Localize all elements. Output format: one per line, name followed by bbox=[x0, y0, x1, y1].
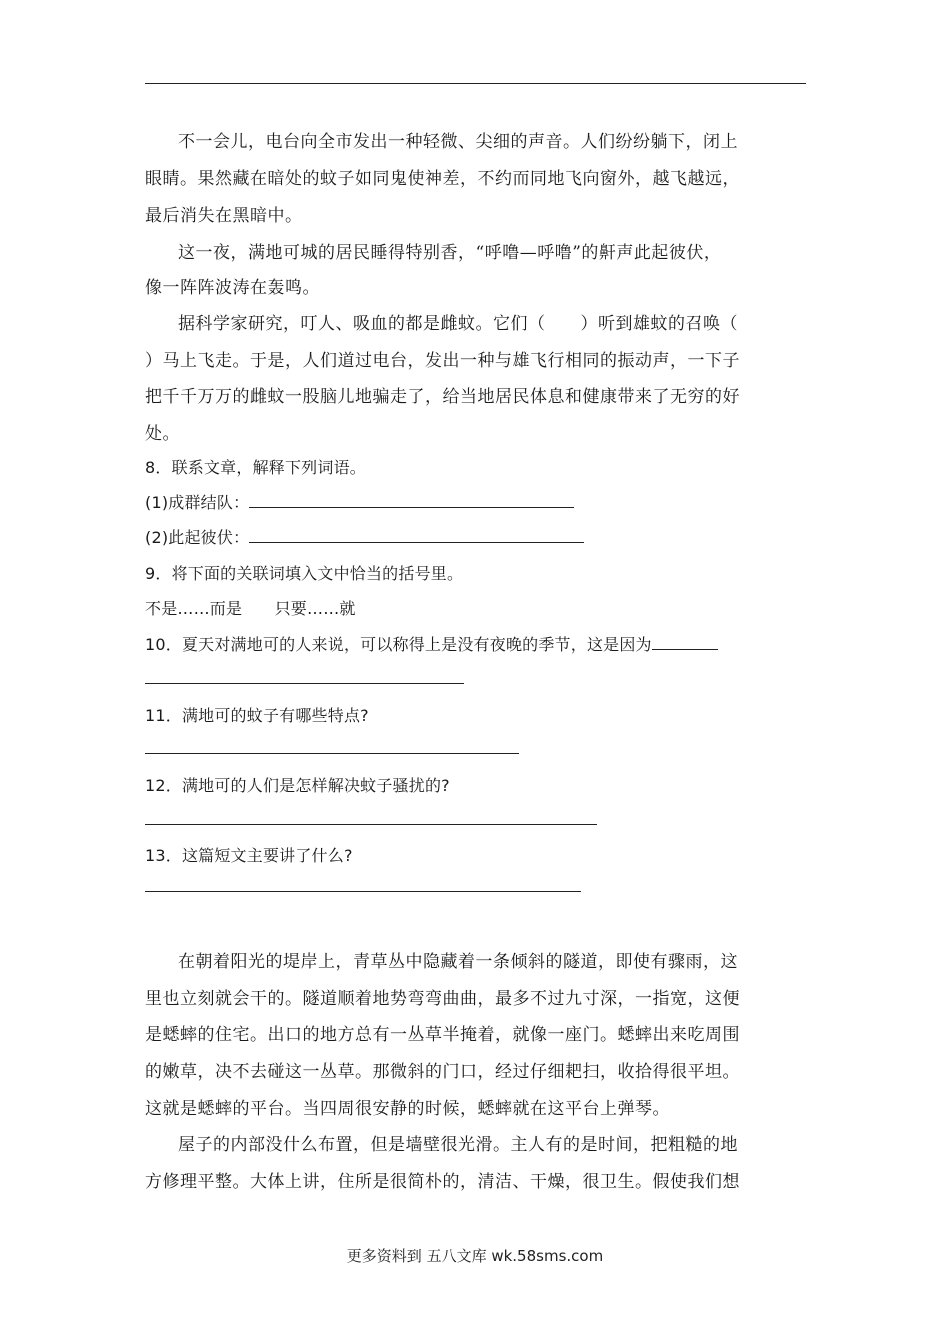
header-rule bbox=[145, 83, 806, 84]
question-12: 12．满地可的人们是怎样解决蚊子骚扰的? bbox=[145, 776, 450, 795]
passage2-line-7: 方修理平整。大体上讲，住所是很简朴的，清洁、干燥，很卫生。假使我们想 bbox=[145, 1172, 740, 1192]
passage2-line-4: 的嫩草，决不去碰这一丛草。那微斜的门口，经过仔细耙扫，收拾得很平坦。 bbox=[145, 1062, 740, 1082]
passage2-line-1: 在朝着阳光的堤岸上，青草丛中隐藏着一条倾斜的隧道，即使有骤雨，这 bbox=[178, 952, 738, 972]
footer-link[interactable]: 更多资料到 五八文库 wk.58sms.com bbox=[346, 1247, 604, 1265]
question-8-2 bbox=[145, 525, 584, 548]
passage2-line-5: 这就是蟋蟀的平台。当四周很安静的时候，蟋蟀就在这平台上弹琴。 bbox=[145, 1099, 670, 1119]
answer-line-11[interactable] bbox=[145, 753, 519, 754]
passage1-line-6: 据科学家研究，叮人、吸血的都是雌蚊。它们（ ）听到雄蚊的召唤（ bbox=[178, 314, 738, 334]
passage1-line-8: 把千千万万的雌蚊一股脑儿地骗走了，给当地居民体息和健康带来了无穷的好 bbox=[145, 387, 740, 407]
passage1-line-9: 处。 bbox=[145, 424, 180, 444]
question-13: 13．这篇短文主要讲了什么? bbox=[145, 846, 353, 865]
question-10 bbox=[145, 632, 718, 655]
question-8-1-label: (1)成群结队： bbox=[145, 493, 250, 512]
passage1-line-4: 这一夜，满地可城的居民睡得特别香，“呼噜—呼噜”的鼾声此起彼伏， bbox=[178, 243, 722, 263]
passage1-line-3: 最后消失在黑暗中。 bbox=[145, 206, 303, 226]
answer-line-12[interactable] bbox=[145, 824, 597, 825]
answer-blank-10-inline[interactable] bbox=[652, 635, 718, 650]
question-8: 8．联系文章，解释下列词语。 bbox=[145, 458, 366, 477]
passage2-line-2: 里也立刻就会干的。隧道顺着地势弯弯曲曲，最多不过九寸深，一指宽，这便 bbox=[145, 989, 740, 1009]
answer-blank-8-2[interactable] bbox=[249, 528, 584, 543]
passage2-line-3: 是蟋蟀的住宅。出口的地方总有一丛草半掩着，就像一座门。蟋蟀出来吃周围 bbox=[145, 1025, 740, 1045]
answer-line-13[interactable] bbox=[145, 891, 581, 892]
question-9: 9．将下面的关联词填入文中恰当的括号里。 bbox=[145, 564, 464, 583]
answer-line-10[interactable] bbox=[145, 683, 464, 684]
question-9-options: 不是……而是 只要……就 bbox=[145, 599, 356, 618]
question-8-1 bbox=[145, 490, 574, 513]
passage1-line-1: 不一会儿，电台向全市发出一种轻微、尖细的声音。人们纷纷躺下，闭上 bbox=[178, 132, 738, 152]
question-8-2-label: (2)此起彼伏： bbox=[145, 528, 250, 547]
question-11: 11．满地可的蚊子有哪些特点? bbox=[145, 706, 369, 725]
passage2-line-6: 屋子的内部没什么布置，但是墙壁很光滑。主人有的是时间，把粗糙的地 bbox=[178, 1135, 738, 1155]
passage1-line-7: ）马上飞走。于是，人们道过电台，发出一种与雄飞行相同的振动声，一下子 bbox=[145, 351, 740, 371]
answer-blank-8-1[interactable] bbox=[249, 493, 574, 508]
passage1-line-5: 像一阵阵波涛在轰鸣。 bbox=[145, 278, 320, 298]
question-10-label: 10．夏天对满地可的人来说，可以称得上是没有夜晚的季节，这是因为 bbox=[145, 635, 652, 654]
passage1-line-2: 眼睛。果然藏在暗处的蚊子如同鬼使神差，不约而同地飞向窗外，越飞越远， bbox=[145, 169, 740, 189]
